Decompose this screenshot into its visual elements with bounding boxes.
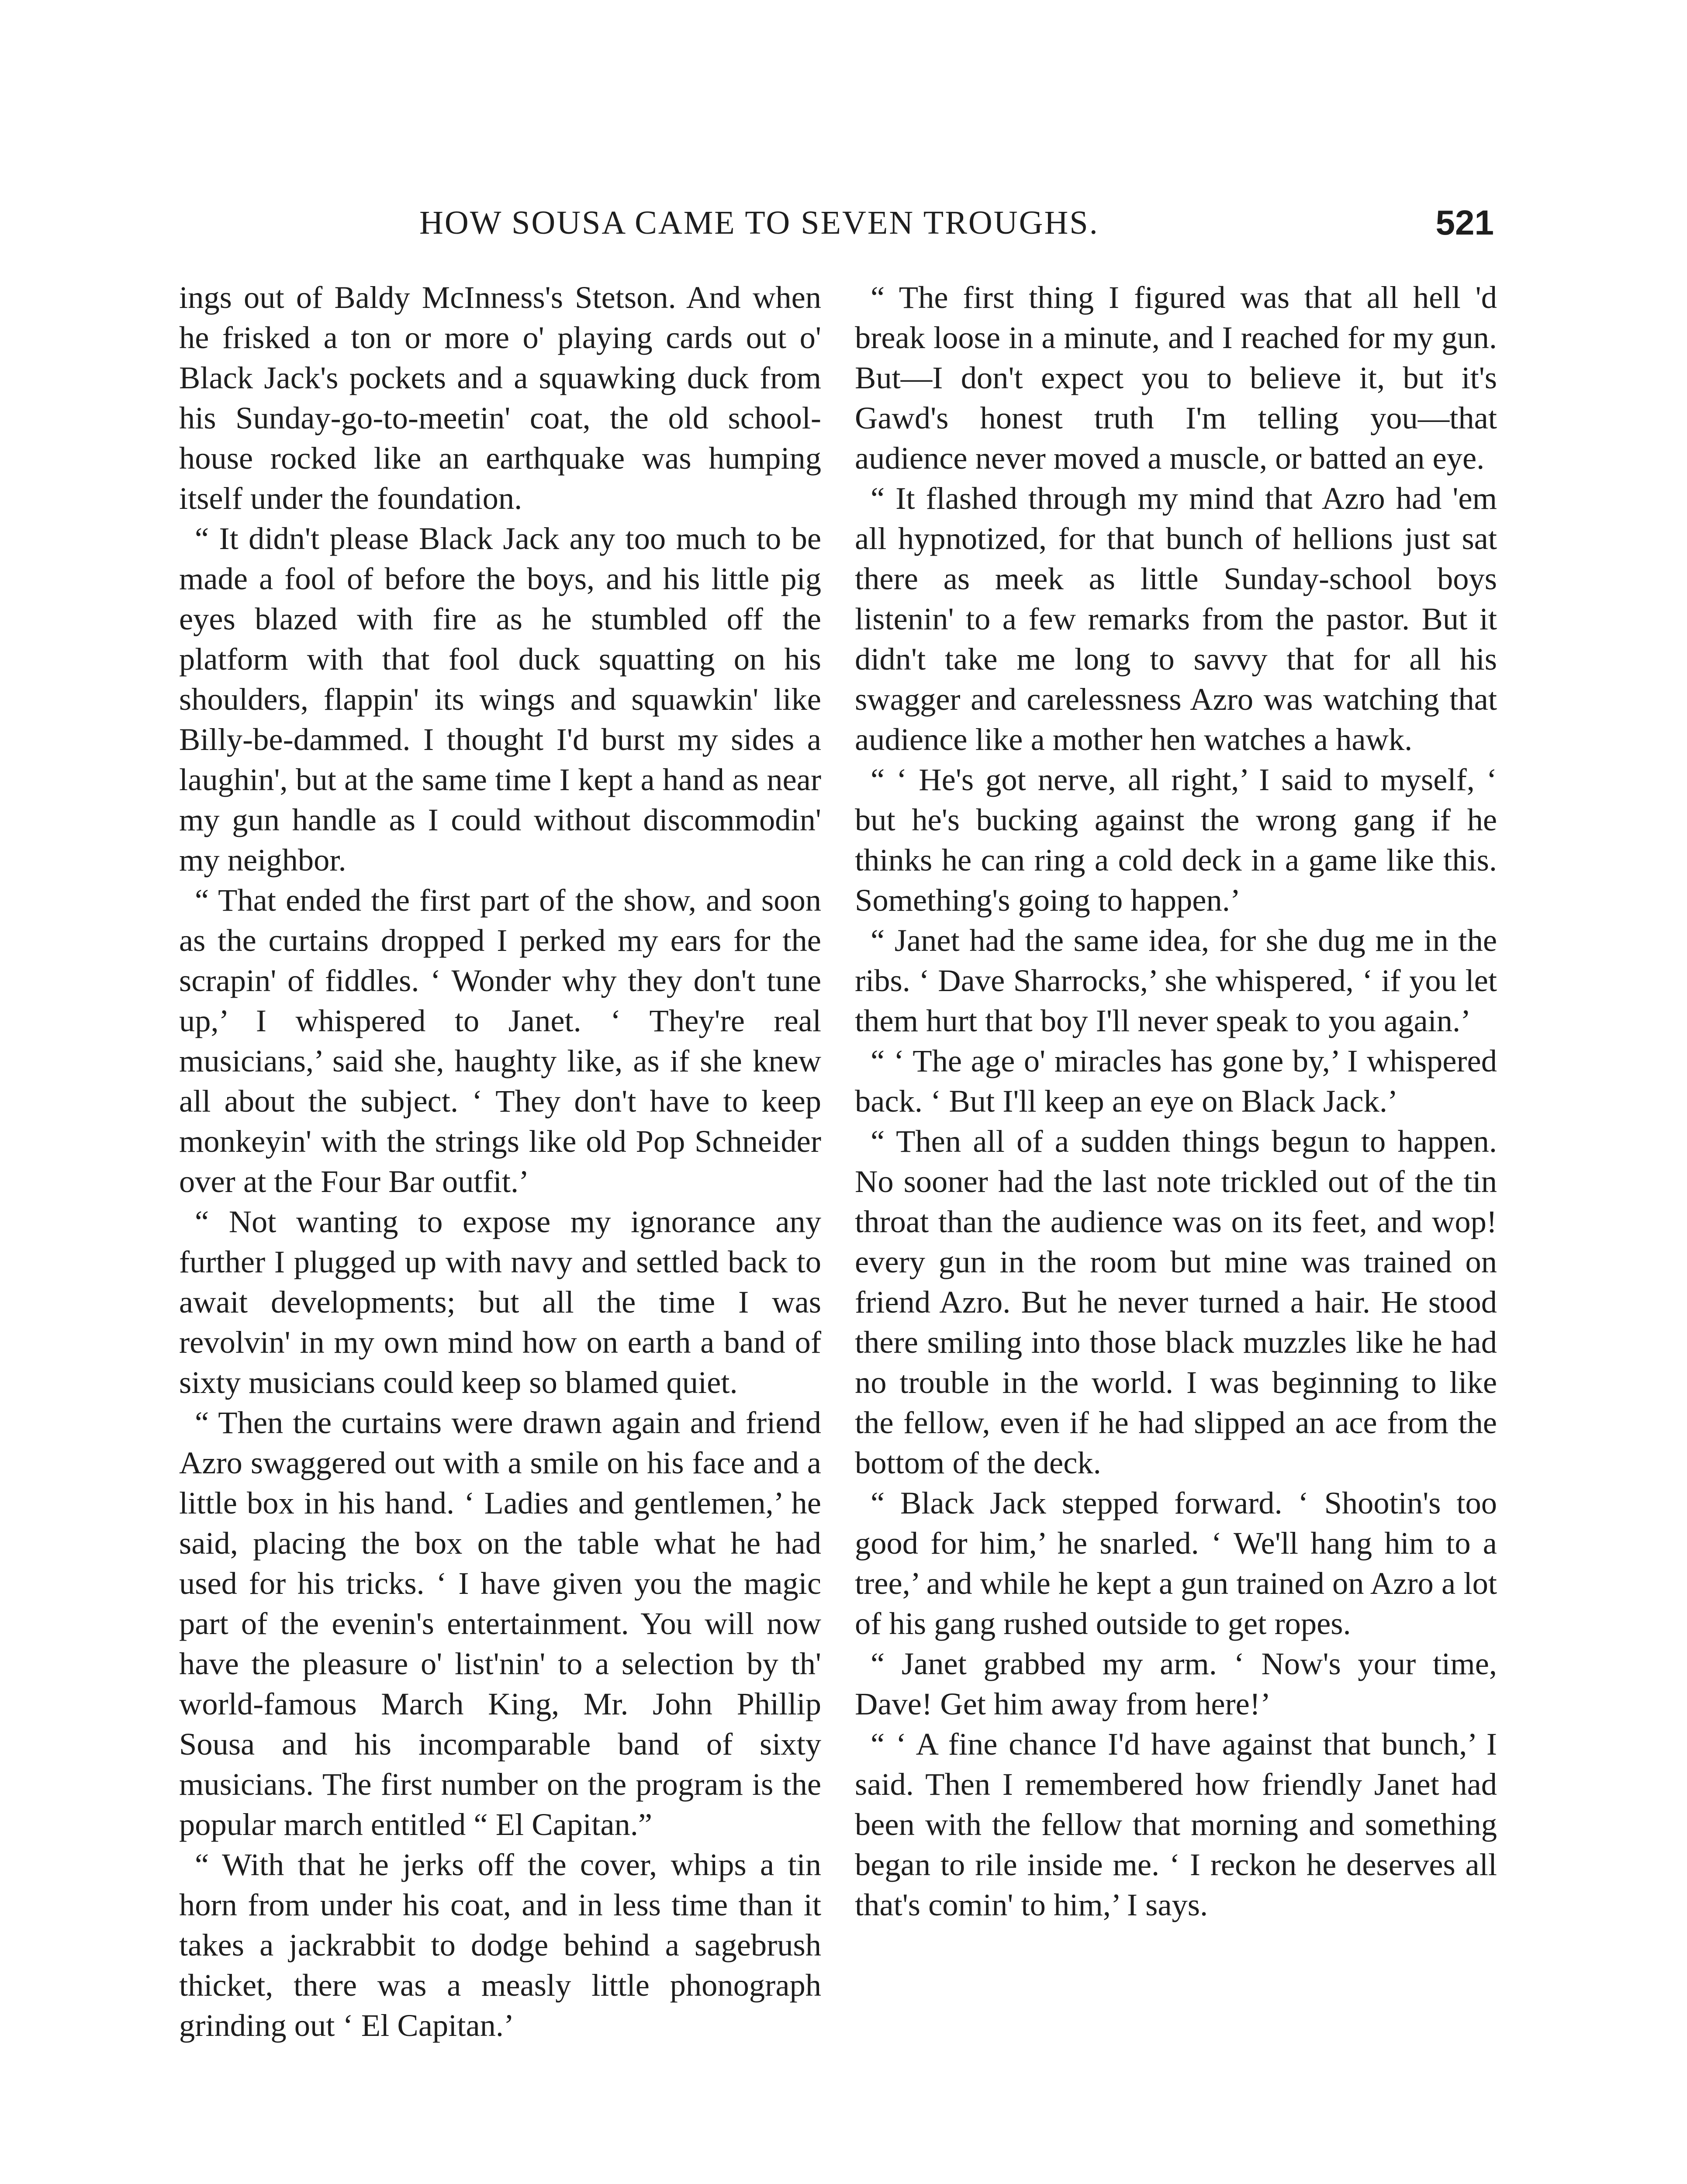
paragraph: “ It flashed through my mind that Azro had 'em all hypnotized, for that bunch of hellions just sat there as meek as little Sunday-school boys listenin' to a few remarks from the pastor. But it didn't take me long to savvy that for all his swagger and carelessness Azro was watching that audience like a mother hen watches a hawk. bbox=[855, 480, 1497, 757]
paragraph: “ Janet had the same idea, for she dug me in the ribs. ‘ Dave Sharrocks,’ she whispered, ‘ if you let them hurt that boy I'll never speak to you again.’ bbox=[855, 923, 1497, 1038]
paragraph: “ It didn't please Black Jack any too much to be made a fool of before the boys, and his little pig eyes blazed with fire as he stumbled off the platform with that fool duck squatting on his shoulders, flappin' its wings and squawkin' like Billy-be-dammed. I thought I'd burst my sides a laughin', but at the same time I kept a hand as near my gun handle as I could without discommodin' my neighbor. bbox=[179, 521, 821, 878]
paragraph: ings out of Baldy McInness's Stetson. And when he frisked a ton or more o' playing cards out o' Black Jack's pockets and a squawking duck from his Sunday-go-to-meetin' coat, the old school-house rocked like an earthquake was humping itself under the foundation. bbox=[179, 280, 821, 516]
paragraph: “ That ended the first part of the show, and soon as the curtains dropped I perked my ears for the scrapin' of fiddles. ‘ Wonder why they don't tune up,’ I whispered to Janet. ‘ They're real musicians,’ said she, haughty like, as if she knew all about the subject. ‘ They don't have to keep monkeyin' with the strings like old Pop Schneider over at the Four Bar outfit.’ bbox=[179, 882, 821, 1199]
paragraph: “ Then all of a sudden things begun to happen. No sooner had the last note trickled out of the tin throat than the audience was on its feet, and wop! every gun in the room but mine was trained on friend Azro. But he never turned a hair. He stood there smiling into those black muzzles like he had no trouble in the world. I was beginning to like the fellow, even if he had slipped an ace from the bottom of the deck. bbox=[855, 1123, 1497, 1480]
paragraph: “ The first thing I figured was that all hell 'd break loose in a minute, and I reached for my gun. But—I don't expect you to believe it, but it's Gawd's honest truth I'm telling you—that audience never moved a muscle, or batted an eye. bbox=[855, 280, 1497, 476]
paragraph: “ ‘ The age o' miracles has gone by,’ I whispered back. ‘ But I'll keep an eye on Black Jack.’ bbox=[855, 1043, 1497, 1119]
page-header bbox=[419, 197, 1494, 249]
paragraph: “ Black Jack stepped forward. ‘ Shootin's too good for him,’ he snarled. ‘ We'll hang him to a tree,’ and while he kept a gun trained on Azro a lot of his gang rushed outside to get ropes. bbox=[855, 1485, 1497, 1641]
left-column bbox=[179, 277, 821, 2046]
running-title: HOW SOUSA CAME TO SEVEN TROUGHS. bbox=[419, 204, 1099, 241]
paragraph: “ Janet grabbed my arm. ‘ Now's your time, Dave! Get him away from here!’ bbox=[855, 1646, 1497, 1721]
paragraph: “ ‘ A fine chance I'd have against that bunch,’ I said. Then I remembered how friendly Janet had been with the fellow that morning and something began to rile inside me. ‘ I reckon he deserves all that's comin' to him,’ I says. bbox=[855, 1726, 1497, 1922]
paragraph: “ Not wanting to expose my ignorance any further I plugged up with navy and settled back to await developments; but all the time I was revolvin' in my own mind how on earth a band of sixty musicians could keep so blamed quiet. bbox=[179, 1204, 821, 1400]
paragraph: “ With that he jerks off the cover, whips a tin horn from under his coat, and in less time than it takes a jackrabbit to dodge behind a sagebrush thicket, there was a measly little phonograph grinding out ‘ El Capitan.’ bbox=[179, 1847, 821, 2043]
page-number: 521 bbox=[1435, 203, 1494, 242]
paragraph: “ Then the curtains were drawn again and friend Azro swaggered out with a smile on his face and a little box in his hand. ‘ Ladies and gentlemen,’ he said, placing the box on the table what he had used for his tricks. ‘ I have given you the magic part of the evenin's entertainment. You will now have the pleasure o' list'nin' to a selection by th' world-famous March King, Mr. John Phillip Sousa and his incomparable band of sixty musicians. The first number on the program is the popular march entitled “ El Capitan.” bbox=[179, 1405, 821, 1842]
right-column bbox=[855, 277, 1497, 1925]
paragraph: “ ‘ He's got nerve, all right,’ I said to myself, ‘ but he's bucking against the wrong gang if he thinks he can ring a cold deck in a game like this. Something's going to happen.’ bbox=[855, 762, 1497, 918]
